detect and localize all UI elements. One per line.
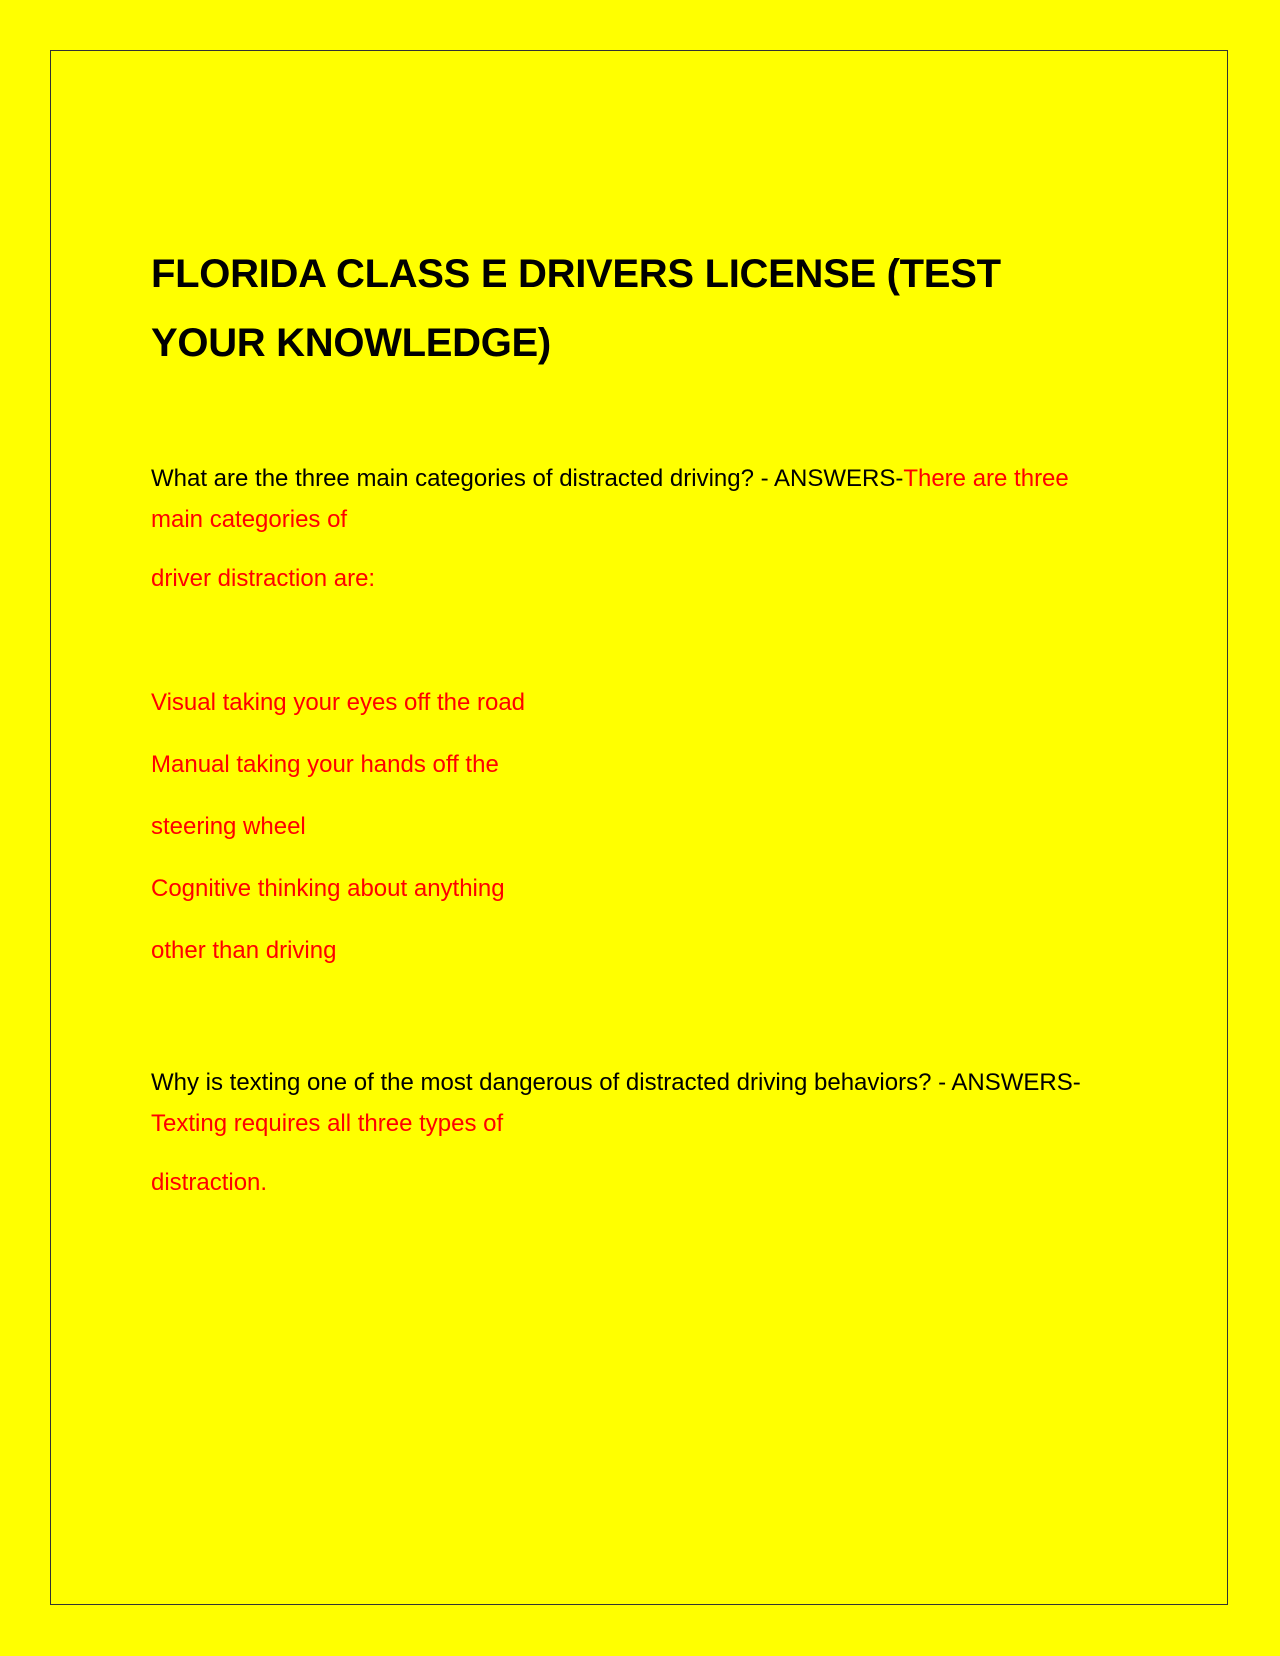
- qa-1-answer-list-item: steering wheel: [151, 813, 306, 840]
- qa-1-answer-list-item: Manual taking your hands off the: [151, 751, 499, 778]
- title-line-1: FLORIDA CLASS E DRIVERS LICENSE (TEST: [151, 252, 1001, 296]
- qa-1-question: What are the three main categories of distracted driving? - ANSWERS-: [151, 465, 904, 492]
- qa-1-spacer: [151, 610, 1111, 672]
- qa-item-1: [151, 458, 1111, 982]
- qa-2-question: Why is texting one of the most dangerous of distracted driving behaviors? - ANSWERS-: [151, 1069, 1081, 1096]
- qa-1-answer-line: driver distraction are:: [151, 565, 376, 592]
- qa-1-answer-inline: There are three main categories of: [151, 465, 1069, 533]
- qa-2-answer-line: distraction.: [151, 1169, 268, 1196]
- qa-item-2: [151, 1062, 1111, 1214]
- document-content: [151, 240, 1111, 1214]
- qa-1-question-paragraph: [151, 458, 1111, 540]
- qa-1-answer-list-item: Cognitive thinking about anything: [151, 875, 505, 902]
- document-title: [151, 240, 1111, 378]
- qa-1-answer-list-item: Visual taking your eyes off the road: [151, 689, 526, 716]
- title-line-2: YOUR KNOWLEDGE): [151, 321, 551, 365]
- qa-2-answer-inline: Texting requires all three types of: [151, 1110, 504, 1137]
- qa-2-question-paragraph: [151, 1062, 1111, 1144]
- qa-1-answer-list-item: other than driving: [151, 937, 337, 964]
